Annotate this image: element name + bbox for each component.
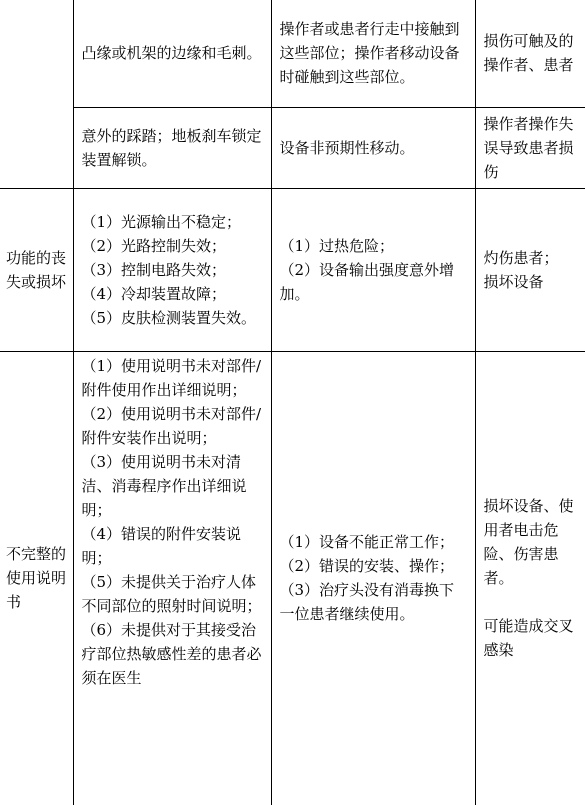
cause-cell: [73, 107, 271, 188]
cause-item: （2）光路控制失效；: [81, 236, 227, 255]
cause-item: （4）错误的附件安装说明；: [81, 524, 242, 567]
cause-item: （3）控制电路失效；: [81, 260, 227, 279]
harm-text: 损伤可触及的操作者、患者: [483, 32, 574, 75]
cause-item: （6）未提供对于其接受治疗部位热敏感性差的患者必须在医生: [81, 620, 262, 687]
category-cell: [0, 351, 73, 805]
cause-cell: [73, 0, 271, 107]
harm-cell: [475, 107, 585, 188]
harm-cell: [475, 0, 585, 107]
table-row: [0, 188, 585, 351]
situation-item: （1）过热危险；: [279, 236, 395, 255]
cause-item: （2）使用说明书未对部件/附件安装作出说明；: [81, 404, 262, 447]
table-row: [0, 351, 585, 805]
cause-item: （3）使用说明书未对清洁、消毒程序作出详细说明；: [81, 452, 247, 519]
cause-item: （1）使用说明书未对部件/附件使用作出详细说明；: [81, 356, 262, 399]
cause-item: （4）冷却装置故障；: [81, 284, 227, 303]
situation-text: 操作者或患者行走中接触到这些部位；操作者移动设备时碰触到这些部位。: [279, 20, 460, 87]
situation-cell: [271, 188, 475, 351]
table-row: [0, 0, 585, 107]
harm-item: 灼伤患者；: [483, 248, 559, 267]
cause-cell: [73, 351, 271, 805]
cause-text: 意外的踩踏；地板刹车锁定装置解锁。: [81, 126, 262, 169]
category-cell: [0, 0, 73, 107]
situation-text: 设备非预期性移动。: [279, 138, 415, 157]
cause-item: （1）光源输出不稳定；: [81, 212, 242, 231]
situation-item: （2）错误的安装、操作；: [279, 557, 455, 576]
cause-cell: [73, 188, 271, 351]
category-cell: [0, 188, 73, 351]
cause-item: （5）皮肤检测装置失效。: [81, 308, 257, 327]
spacer: [484, 590, 578, 614]
situation-item: （3）治疗头没有消毒换下一位患者继续使用。: [279, 581, 455, 624]
situation-cell: [271, 351, 475, 805]
harm-item: 可能造成交叉感染: [483, 617, 574, 660]
harm-cell: [475, 188, 585, 351]
harm-text: 操作者操作失误导致患者损伤: [483, 114, 574, 181]
category-cell: [0, 107, 73, 188]
situation-item: （1）设备不能正常工作；: [279, 533, 455, 552]
category-text: 不完整的使用说明书: [6, 545, 67, 612]
situation-cell: [271, 107, 475, 188]
harm-item: 损坏设备: [483, 272, 544, 291]
situation-cell: [271, 0, 475, 107]
situation-item: （2）设备输出强度意外增加。: [279, 260, 455, 303]
cause-item: （5）未提供关于治疗人体不同部位的照射时间说明；: [81, 572, 262, 615]
table-row: [0, 107, 585, 188]
cause-text: 凸缘或机架的边缘和毛刺。: [81, 44, 262, 63]
category-text: 功能的丧失或损坏: [6, 248, 67, 291]
harm-cell: [475, 351, 585, 805]
harm-item: 损坏设备、使用者电击危险、伤害患者。: [483, 497, 574, 588]
